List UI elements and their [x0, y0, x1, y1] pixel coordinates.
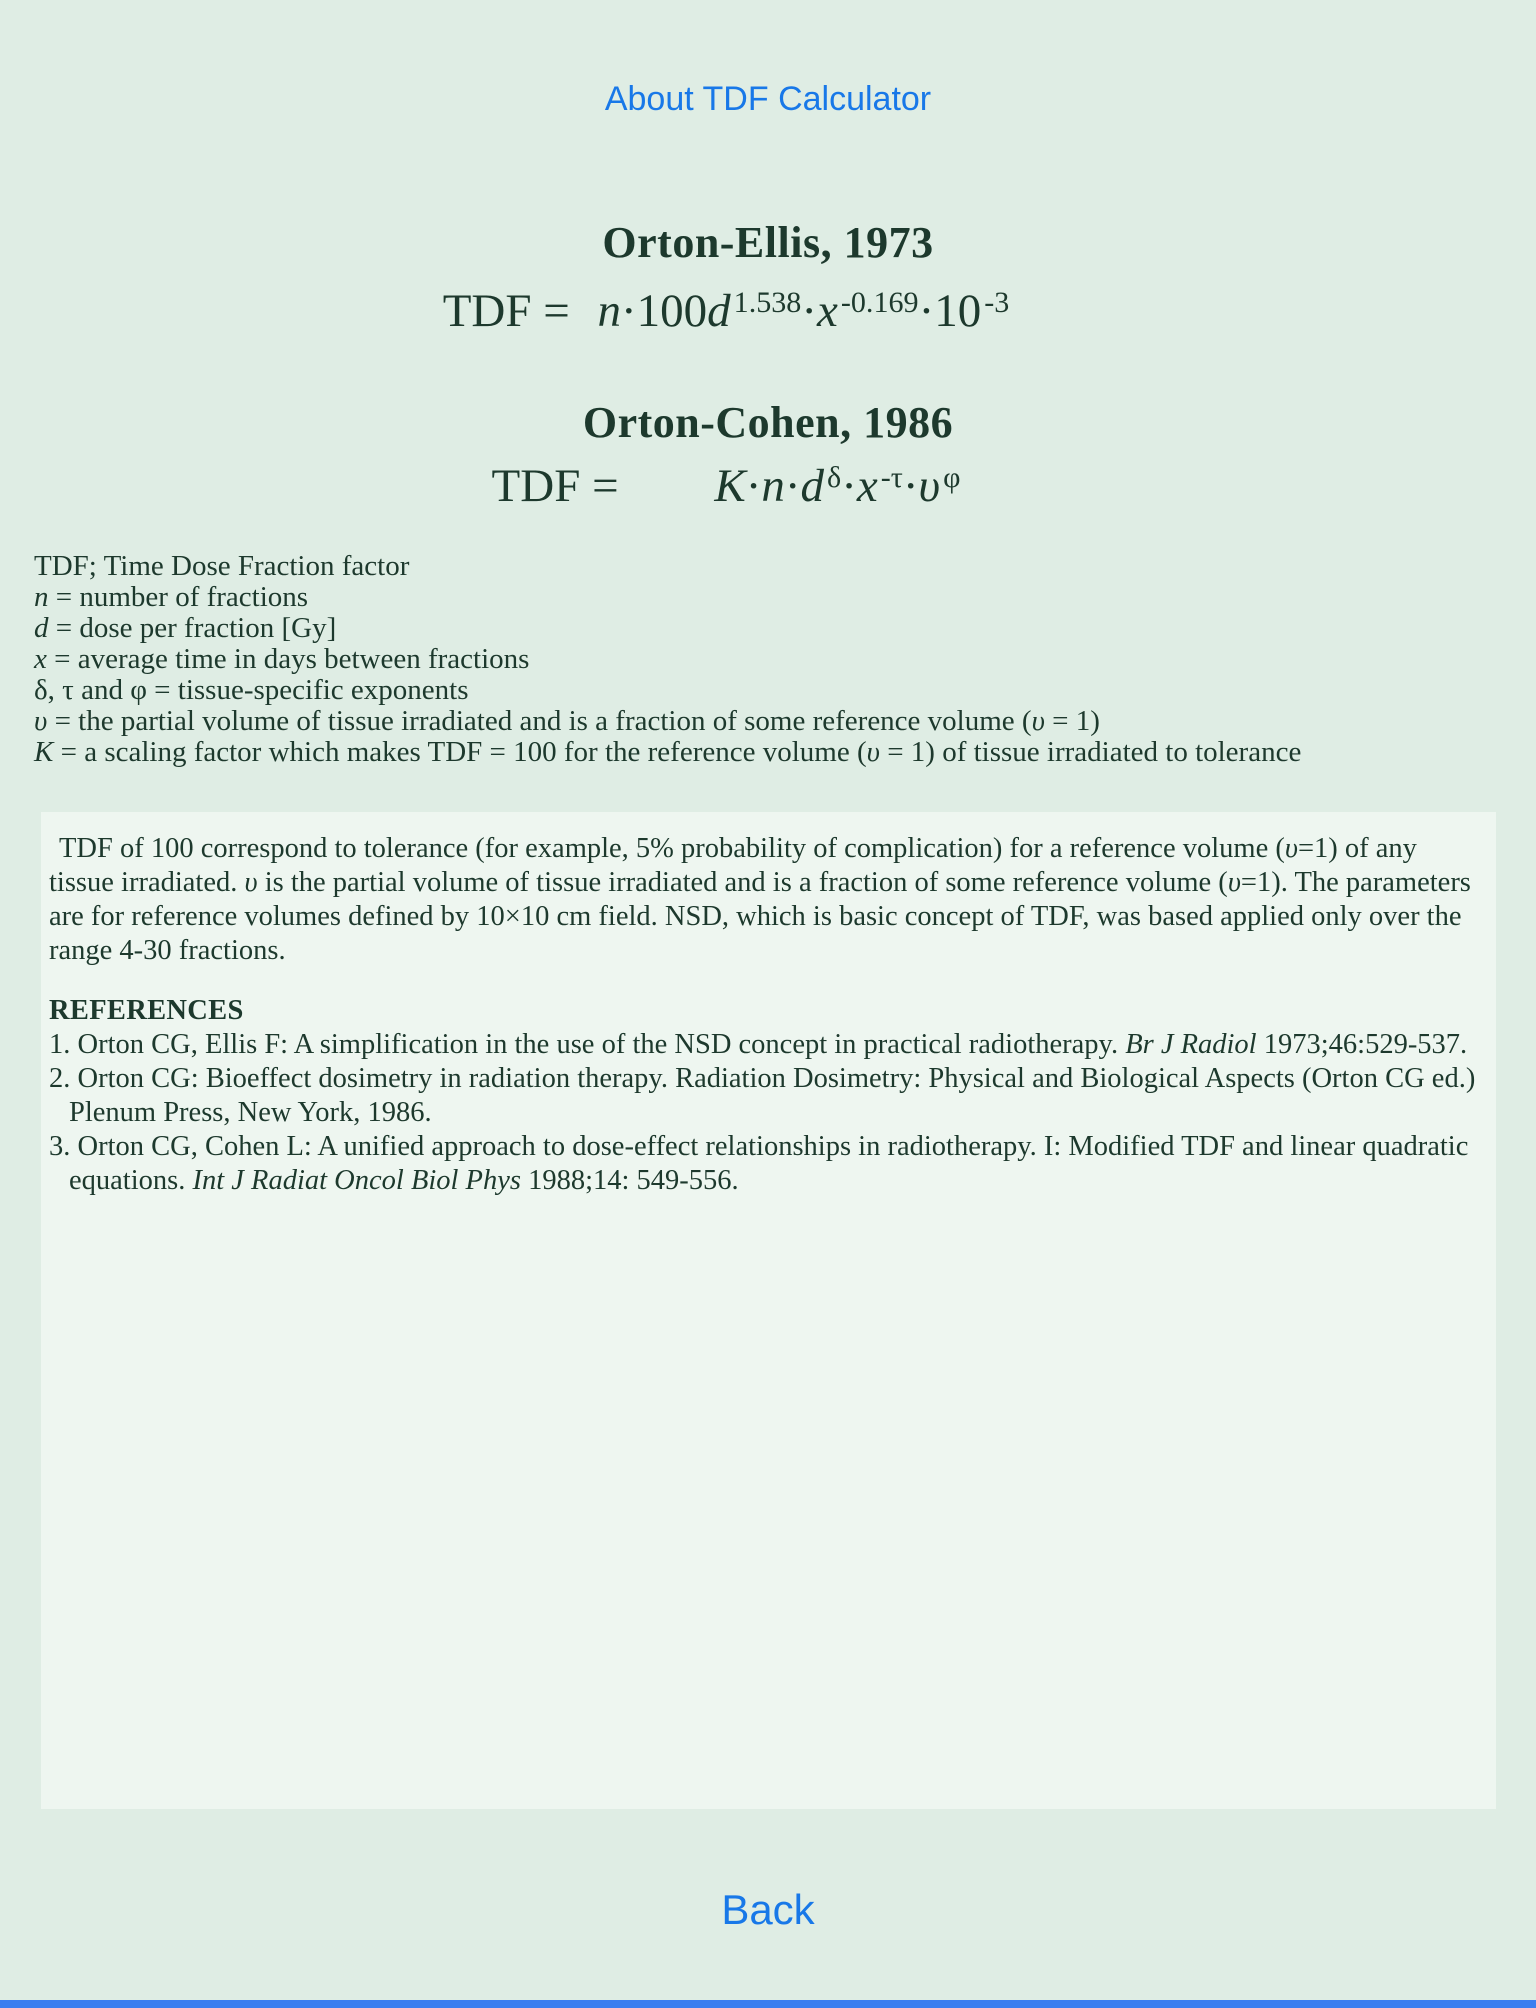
back-button[interactable]: Back: [721, 1886, 815, 1933]
definition-x: x = average time in days between fractions: [34, 643, 530, 675]
formula-lhs: TDF =: [442, 285, 570, 337]
formula-lhs: TDF =: [491, 460, 619, 512]
references-heading: REFERENCES: [49, 995, 244, 1026]
reference-3-cont: equations. Int J Radiat Oncol Biol Phys 1988;14: 549-556.: [69, 1165, 739, 1196]
page-title: About TDF Calculator: [604, 80, 932, 118]
reference-2: 2. Orton CG: Bioeffect dosimetry in radiation therapy. Radiation Dosimetry: Physical and Biological Aspects (Orton CG ed.): [49, 1063, 1476, 1094]
reference-2-cont: Plenum Press, New York, 1986.: [69, 1097, 432, 1128]
orton-ellis-heading: Orton-Ellis, 1973: [602, 218, 934, 267]
reference-3: 3. Orton CG, Cohen L: A unified approach to dose-effect relationships in radiotherapy. I: Modified TDF and linear quadratic: [49, 1131, 1469, 1162]
definition-d: d = dose per fraction [Gy]: [34, 612, 337, 644]
orton-cohen-heading: Orton-Cohen, 1986: [582, 398, 954, 447]
reference-1: 1. Orton CG, Ellis F: A simplification in the use of the NSD concept in practical radiotherapy. Br J Radiol 1973;46:529-537.: [49, 1029, 1468, 1060]
definition-tdf: TDF; Time Dose Fraction factor: [34, 550, 410, 582]
orton-cohen-formula: [0, 459, 1494, 513]
bottom-accent-bar: [0, 2000, 1536, 2008]
formula-rhs: $K\cdot n\cdot d^\delta\cdot x^{-\tau}\cdot\upsilon^\varphi$: [714, 459, 961, 512]
definitions-list: [34, 551, 1514, 768]
note-panel: [41, 812, 1496, 1809]
definition-exponents: δ, τ and φ = tissue-specific exponents: [34, 674, 469, 706]
definition-k: K = a scaling factor which makes TDF = 100 for the reference volume (υ = 1) of tissue irradiated to tolerance: [34, 736, 1302, 768]
orton-ellis-formula: [0, 284, 1494, 338]
tolerance-note-paragraph: TDF of 100 correspond to tolerance (for example, 5% probability of complication) for a reference volume (υ=1) of any tissue irradiated. υ is the partial volume of tissue irradiated and is a fraction of some reference volume (υ=1). The parameters are for reference volumes defined by 10×10 cm field. NSD, which is basic concept of TDF, was based applied only over the range 4-30 fractions.: [49, 833, 1471, 966]
formula-rhs: $n\cdot 100d^{1.538}\cdot x^{-0.169}\cdot 10^{-3}$: [597, 284, 1010, 337]
definition-n: n = number of fractions: [34, 581, 309, 613]
definition-v: υ = the partial volume of tissue irradiated and is a fraction of some reference volume (υ = 1): [34, 705, 1100, 737]
